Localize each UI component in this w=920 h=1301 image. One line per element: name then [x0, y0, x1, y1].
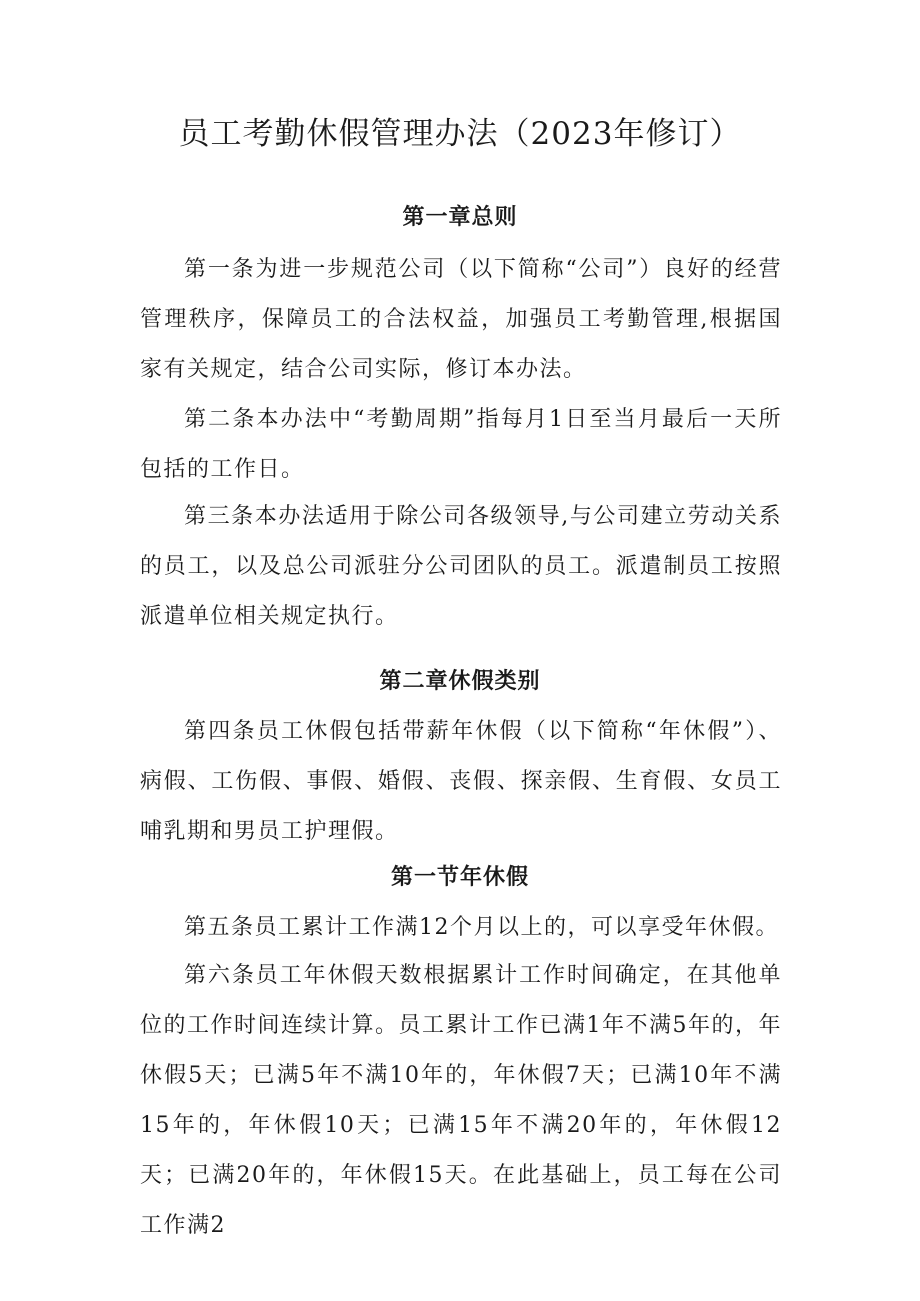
article-3: 第三条本办法适用于除公司各级领导,与公司建立劳动关系的员工，以及总公司派驻分公司团队的员工。派遣制员工按照派遣单位相关规定执行。 — [140, 504, 782, 629]
section-1-heading: 第一节年休假 — [390, 865, 529, 890]
article-2: 第二条本办法中“考勤周期”指每月1日至当月最后一天所包括的工作日。 — [140, 407, 782, 482]
document-title: 员工考勤休假管理办法（2023年修订） — [178, 116, 742, 152]
chapter-1-heading: 第一章总则 — [402, 205, 518, 230]
article-5: 第五条员工累计工作满12个月以上的，可以享受年休假。 — [184, 915, 779, 940]
article-1: 第一条为进一步规范公司（以下简称“公司”）良好的经营管理秩序，保障员工的合法权益，加强员工考勤管理,根据国家有关规定，结合公司实际，修订本办法。 — [140, 257, 782, 382]
article-4: 第四条员工休假包括带薪年休假（以下简称“年休假”）、病假、工伤假、事假、婚假、丧假、探亲假、生育假、女员工哺乳期和男员工护理假。 — [140, 719, 782, 844]
article-6: 第六条员工年休假天数根据累计工作时间确定，在其他单位的工作时间连续计算。员工累计工作已满1年不满5年的，年休假5天；已满5年不满10年的，年休假7天；已满10年不满15年的，年休假10天；已满15年不满20年的，年休假12天；已满20年的，年休假15天。在此基础上，员工每在公司工作满2 — [140, 963, 782, 1238]
chapter-2-heading: 第二章休假类别 — [379, 669, 541, 694]
